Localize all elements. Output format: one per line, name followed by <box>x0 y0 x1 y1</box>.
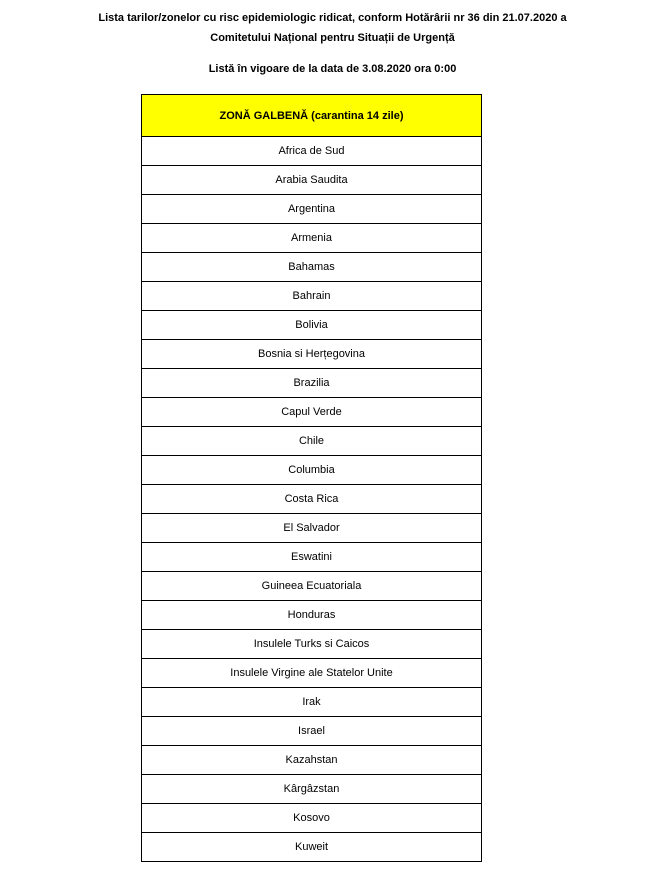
table-row <box>142 311 482 340</box>
table-row <box>142 514 482 543</box>
table-header-row <box>142 95 482 137</box>
table-row <box>142 166 482 195</box>
table-row <box>142 688 482 717</box>
country-cell: Honduras <box>142 601 482 630</box>
table-row <box>142 543 482 572</box>
country-cell: Irak <box>142 688 482 717</box>
country-cell: Bosnia si Herțegovina <box>142 340 482 369</box>
country-cell: Insulele Virgine ale Statelor Unite <box>142 659 482 688</box>
country-cell: Argentina <box>142 195 482 224</box>
country-cell: Kârgâzstan <box>142 775 482 804</box>
table-header-cell: ZONĂ GALBENĂ (carantina 14 zile) <box>142 95 482 137</box>
table-row <box>142 717 482 746</box>
table-row <box>142 195 482 224</box>
country-cell: Insulele Turks si Caicos <box>142 630 482 659</box>
table-row <box>142 253 482 282</box>
country-cell: Guineea Ecuatoriala <box>142 572 482 601</box>
country-cell: Columbia <box>142 456 482 485</box>
country-cell: Kosovo <box>142 804 482 833</box>
country-cell: Bolivia <box>142 311 482 340</box>
country-cell: Arabia Saudita <box>142 166 482 195</box>
table-row <box>142 456 482 485</box>
table-row <box>142 340 482 369</box>
country-cell: Costa Rica <box>142 485 482 514</box>
country-cell: Armenia <box>142 224 482 253</box>
table-row <box>142 485 482 514</box>
country-cell: Brazilia <box>142 369 482 398</box>
country-cell: Israel <box>142 717 482 746</box>
country-cell: Kazahstan <box>142 746 482 775</box>
table-row <box>142 224 482 253</box>
yellow-zone-table <box>141 94 482 862</box>
country-cell: Bahamas <box>142 253 482 282</box>
validity-date: Listă în vigoare de la data de 3.08.2020 ora 0:00 <box>208 63 457 75</box>
country-cell: El Salvador <box>142 514 482 543</box>
table-row <box>142 137 482 166</box>
title-line-1: Lista tarilor/zonelor cu risc epidemiologic ridicat, conform Hotărârii nr 36 din 21.07.2020 a <box>98 12 567 24</box>
country-cell: Capul Verde <box>142 398 482 427</box>
table-row <box>142 630 482 659</box>
table-row <box>142 601 482 630</box>
table-row <box>142 572 482 601</box>
table-row <box>142 833 482 862</box>
table-row <box>142 398 482 427</box>
document-header <box>0 8 665 79</box>
table-row <box>142 659 482 688</box>
country-cell: Kuweit <box>142 833 482 862</box>
title-line-2: Comitetului Național pentru Situații de Urgență <box>210 32 455 44</box>
table-row <box>142 746 482 775</box>
table-row <box>142 282 482 311</box>
table-row <box>142 369 482 398</box>
table-row <box>142 804 482 833</box>
country-cell: Eswatini <box>142 543 482 572</box>
country-cell: Chile <box>142 427 482 456</box>
country-cell: Bahrain <box>142 282 482 311</box>
table-row <box>142 775 482 804</box>
table-row <box>142 427 482 456</box>
country-cell: Africa de Sud <box>142 137 482 166</box>
